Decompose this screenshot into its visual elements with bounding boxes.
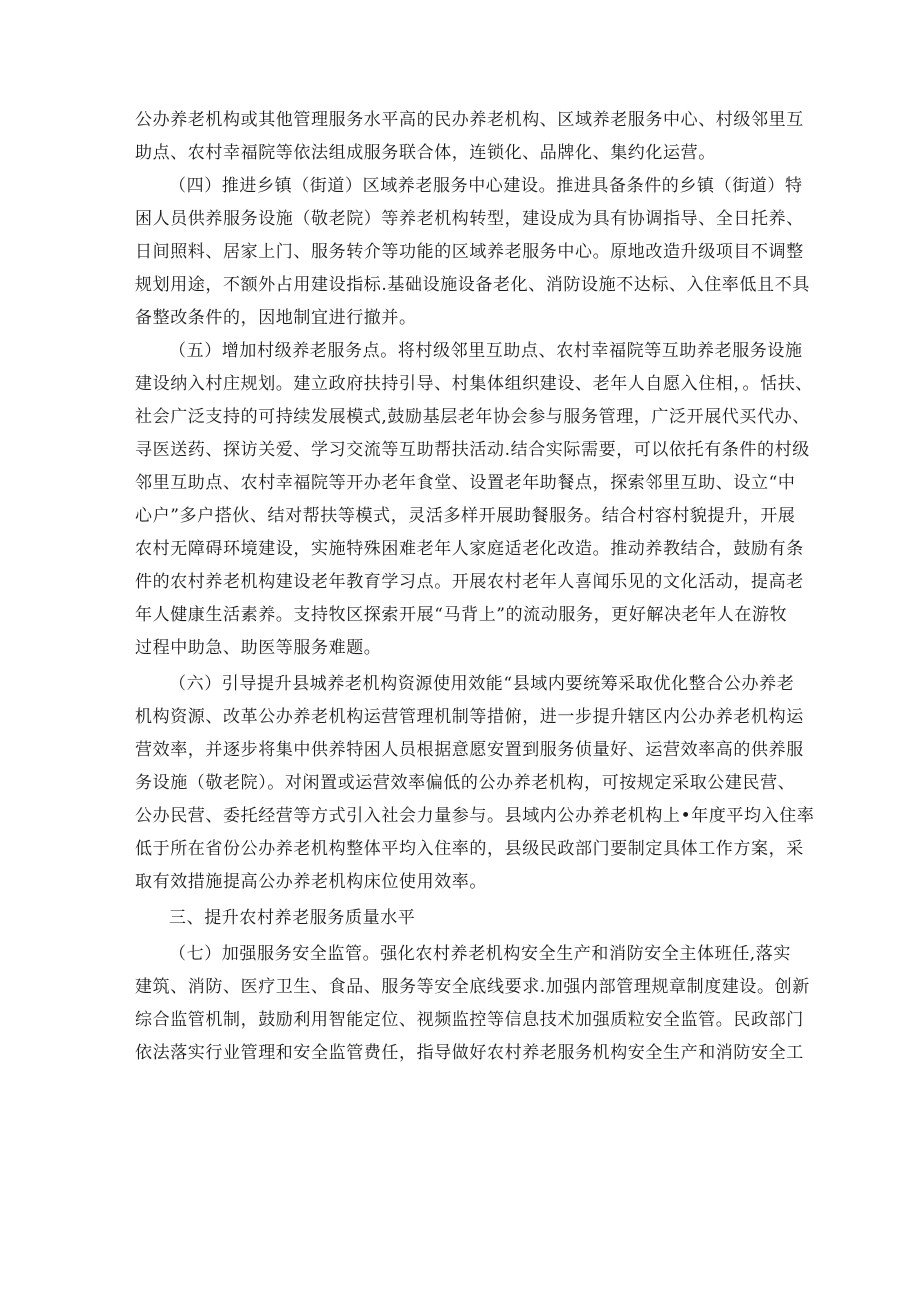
text-line: 取有效措施提高公办养老机构床位使用效率。 (135, 872, 487, 892)
section-6-heading-line: （六）引导提升县城养老机构资源使用效能“县域内要统筹采取优化整合公办养老 (169, 674, 795, 694)
section-7-heading-line: （七）加强服务安全监管。强化农村养老机构安全生产和消防安全主体班任,落实 (169, 944, 792, 964)
text-line: 困人员供养服务设施（敬老院）等养老机构转型，建设成为具有协调指导、全日托养、 (135, 209, 804, 229)
text-line: 社会广泛支持的可持续发展模式,鼓励基层老年协会参与服务管理，广泛开展代买代办、 (135, 407, 810, 427)
text-line: 规划用途，不额外占用建设指标.基础设施设备老化、消防设施不达标、入住率低且不具 (135, 275, 810, 295)
text-line: 建设纳入村庄规划。建立政府扶持引导、村集体组织建设、老年人自愿入住相，。恬扶、 (135, 374, 813, 394)
section-3-heading: 三、提升农村养老服务质量水平 (169, 908, 416, 928)
text-line: 公办民营、委托经营等方式引入社会力量参与。县域内公办养老机构上•年度平均入住率 (135, 806, 815, 826)
text-line: 邻里互助点、农村幸福院等开办老年食堂、设置老年助餐点，探索邻里互助、设立“中 (135, 473, 796, 493)
text-line: 心户”多户搭伙、结对帮扶等模式，灵活多样开展助餐服务。结合村容村貌提升，开展 (135, 506, 796, 526)
text-line: 依法落实行业管理和安全监管费任，指导做好农村养老服务机构安全生产和消防安全工 (135, 1043, 804, 1063)
text-line: 机构资源、改革公办养老机构运营管理机制等措俯，进一步提升辖区内公办养老机构运 (135, 707, 804, 727)
text-line: 务设施（敬老院）。对闲置或运营效率偏低的公办养老机构，可按规定采取公建民营、 (135, 773, 796, 793)
text-line: 年人健康生活素养。支持牧区探索开展“马背上”的流动服务，更好解决老年人在游牧 (135, 605, 788, 625)
text-line: 日间照料、居家上门、服务转介等功能的区域养老服务中心。原地改造升级项目不调整 (135, 242, 804, 262)
text-line: 综合监管机制，鼓励利用智能定位、视频监控等信息技术加强质粒安全监管。民政部门 (135, 1010, 804, 1030)
text-line: 备整改条件的，因地制宜进行撤并。 (135, 308, 417, 328)
text-line: 过程中助急、助医等服务难题。 (135, 638, 382, 658)
text-line: 建筑、消防、医疗卫生、食品、服务等安全底线要求.加强内部管理规章制度建设。创新 (135, 977, 810, 997)
text-line: 件的农村养老机构建设老年教育学习点。开展农村老年人喜闻乐见的文化活动，提高老 (135, 572, 804, 592)
text-line: 助点、农村幸福院等依法组成服务联合体，连锁化、品牌化、集约化运营。 (135, 143, 716, 163)
text-line: 寻医送药、探访关爱、学习交流等互助帮扶活动.结合实际需要，可以依托有条件的村级 (135, 440, 810, 460)
text-line: 公办养老机构或其他管理服务水平高的民办养老机构、区域养老服务中心、村级邻里互 (135, 110, 804, 130)
section-5-heading-line: （五）增加村级养老服务点。将村级邻里互助点、农村幸福院等互助养老服务设施 (169, 341, 803, 361)
text-line: 营效率，并逐步将集中供养特困人员根据意愿安置到服务侦量好、运营效率高的供养服 (135, 740, 804, 760)
document-body (135, 104, 815, 1070)
text-line: 低于所在省份公办养老机构整体平均入住率的，县级民政部门要制定具体工作方案，采 (135, 839, 804, 859)
section-4-heading-line: （四）推进乡镇（街道）区域养老服务中心建设。推进具备条件的乡镇（街道）特 (169, 176, 803, 196)
text-line: 农村无障碍环境建设，实施特殊困难老年人家庭适老化改造。推动养教结合，鼓励有条 (135, 539, 804, 559)
